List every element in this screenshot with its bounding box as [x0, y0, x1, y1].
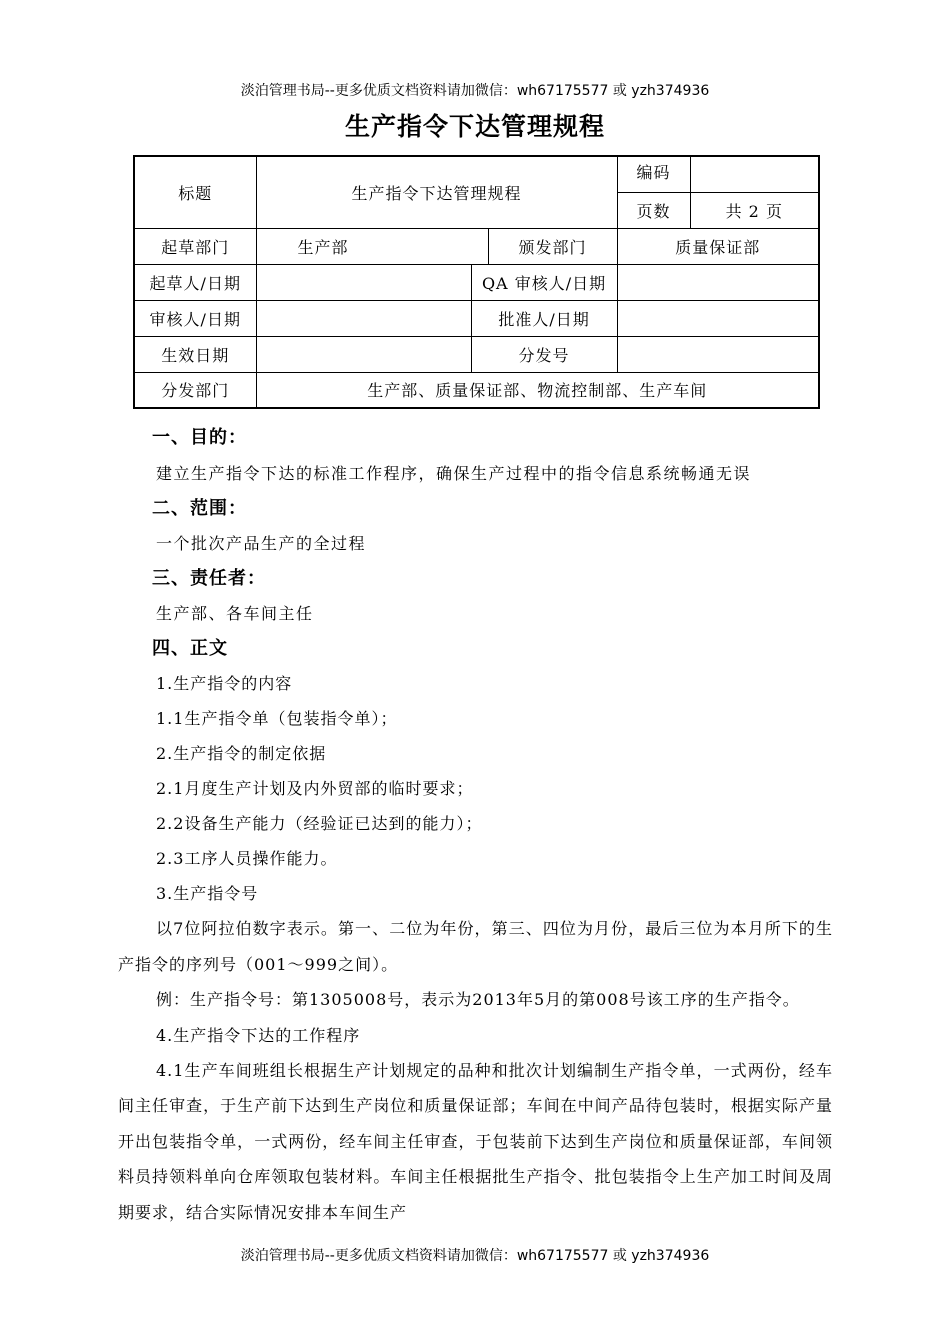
- issue-dept-value: 质量保证部: [617, 228, 819, 264]
- list-item: 2.1月度生产计划及内外贸部的临时要求；: [156, 779, 474, 798]
- list-item: 1.1生产指令单（包装指令单）；: [156, 709, 398, 728]
- section-text-responsibility: 生产部、各车间主任: [156, 604, 314, 623]
- issue-dept-label: 颁发部门: [488, 228, 617, 264]
- document-info-table: [133, 155, 820, 409]
- section-text-purpose: 建立生产指令下达的标准工作程序，确保生产过程中的指令信息系统畅通无误: [156, 464, 752, 483]
- reviewer-value: [256, 300, 471, 336]
- list-item: 2.生产指令的制定依据: [156, 744, 327, 763]
- distribution-number-value: [617, 336, 819, 372]
- title-value: 生产指令下达管理规程: [256, 156, 617, 228]
- reviewer-label: 审核人/日期: [134, 300, 256, 336]
- paragraph-order-number-format: 以7位阿拉伯数字表示。第一、二位为年份，第三、四位为月份，最后三位为本月所下的生产指令的序列号（001～999之间）。: [118, 919, 833, 974]
- pages-value: 共 2 页: [690, 192, 819, 228]
- paragraph-workflow: 4.1生产车间班组长根据生产计划规定的品种和批次计划编制生产指令单，一式两份，经车间主任审查，于生产前下达到生产岗位和质量保证部；车间在中间产品待包装时，根据实际产量开出包装指令单，一式两份，经车间主任审查，于包装前下达到生产岗位和质量保证部，车间领料员持领料单向仓库领取包装材料。车间主任根据批生产指令、批包装指令上生产加工时间及周期要求，结合实际情况安排本车间生产: [118, 1060, 833, 1222]
- draft-dept-value: 生产部: [256, 228, 488, 264]
- code-label: 编码: [617, 156, 690, 192]
- code-value: [690, 156, 819, 192]
- list-item: 1.生产指令的内容: [156, 674, 293, 693]
- section-text-scope: 一个批次产品生产的全过程: [156, 534, 367, 553]
- list-item: 3.生产指令号: [156, 884, 259, 903]
- qa-reviewer-value: [617, 264, 819, 300]
- section-heading-responsibility: 三、责任者：: [152, 568, 266, 589]
- document-title: 生产指令下达管理规程: [344, 112, 605, 141]
- section-heading-scope: 二、范围：: [152, 498, 247, 519]
- section-heading-purpose: 一、目的：: [152, 427, 247, 448]
- pages-label: 页数: [617, 192, 690, 228]
- draft-dept-label: 起草部门: [134, 228, 256, 264]
- effective-date-label: 生效日期: [134, 336, 256, 372]
- distribution-dept-label: 分发部门: [134, 372, 256, 408]
- drafter-value: [256, 264, 471, 300]
- list-item: 2.2设备生产能力（经验证已达到的能力）；: [156, 814, 483, 833]
- list-item: 4.生产指令下达的工作程序: [156, 1025, 361, 1045]
- distribution-number-label: 分发号: [471, 336, 617, 372]
- effective-date-value: [256, 336, 471, 372]
- list-item: 2.3工序人员操作能力。: [156, 849, 338, 868]
- distribution-dept-value: 生产部、质量保证部、物流控制部、生产车间: [256, 372, 819, 408]
- paragraph-order-number-example: 例：生产指令号：第1305008号，表示为2013年5月的第008号该工序的生产指令。: [156, 990, 800, 1009]
- qa-reviewer-label: QA 审核人/日期: [471, 264, 617, 300]
- approver-label: 批准人/日期: [471, 300, 617, 336]
- drafter-label: 起草人/日期: [134, 264, 256, 300]
- page-header-watermark: 淡泊管理书局--更多优质文档资料请加微信：wh67175577 或 yzh374936: [240, 83, 710, 99]
- approver-value: [617, 300, 819, 336]
- section-heading-body: 四、正文: [152, 638, 228, 659]
- page-footer-watermark: 淡泊管理书局--更多优质文档资料请加微信：wh67175577 或 yzh374936: [240, 1248, 710, 1264]
- document-body: [118, 420, 833, 1230]
- title-label: 标题: [134, 156, 256, 228]
